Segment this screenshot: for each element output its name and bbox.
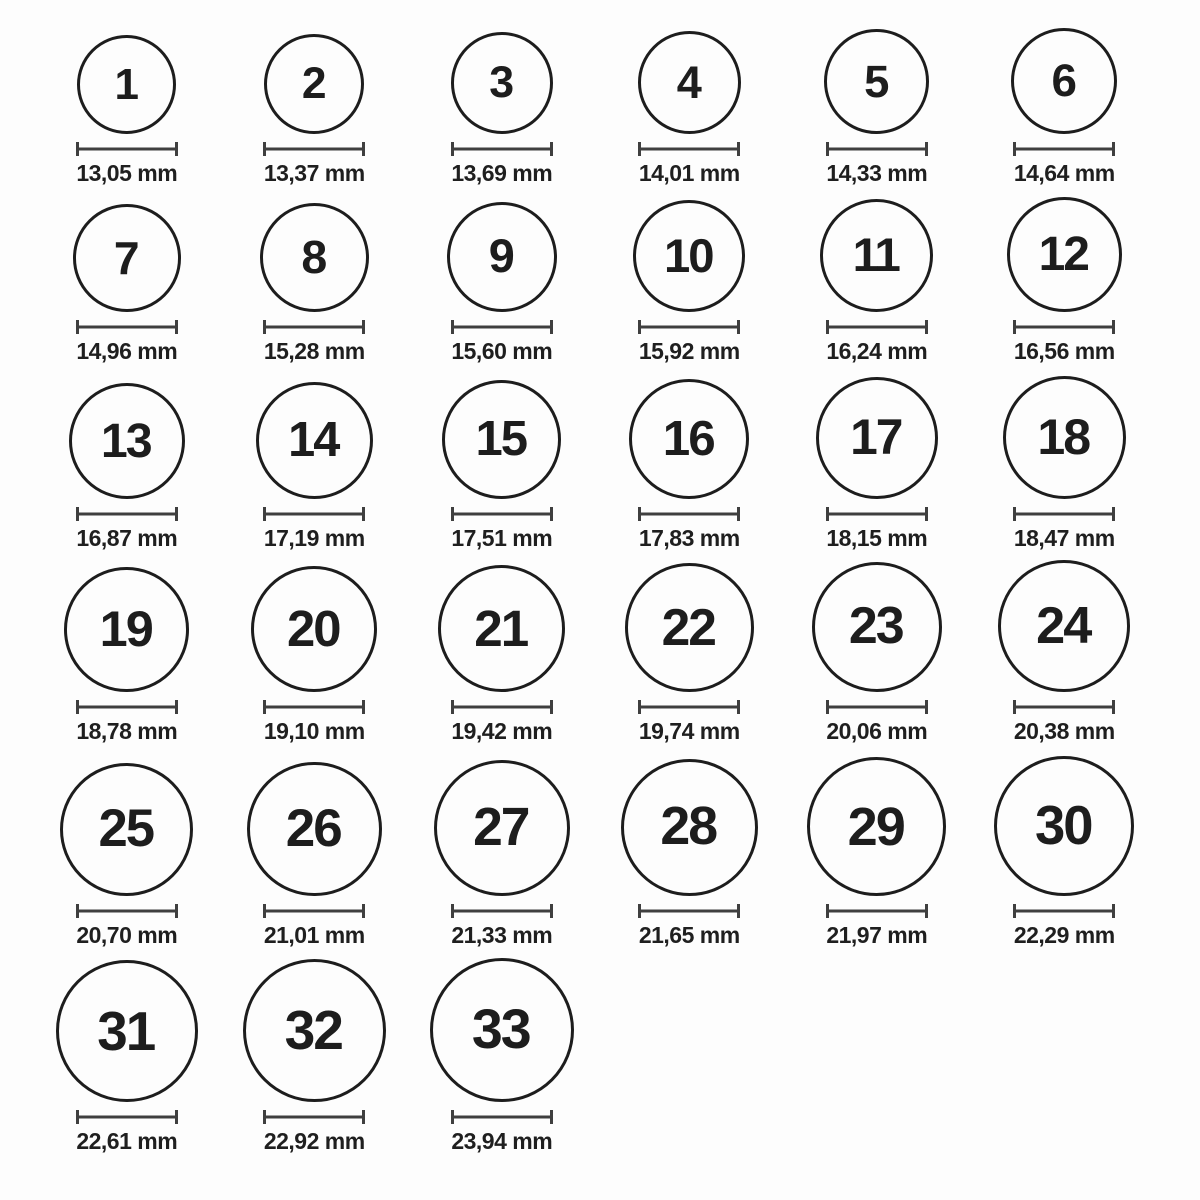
diameter-measure-line (1013, 320, 1115, 334)
diameter-label: 15,28 mm (263, 338, 365, 364)
ring-size-cell (33, 555, 221, 748)
ring-size-row (33, 190, 1200, 368)
ring-size-row (33, 952, 1200, 1158)
ring-size-row (33, 748, 1200, 952)
ring-size-cell (33, 748, 221, 952)
diameter-label: 22,61 mm (76, 1128, 178, 1154)
ring-size-cell (971, 368, 1159, 555)
diameter-label: 14,96 mm (76, 338, 178, 364)
ring-circle (251, 566, 377, 692)
ring-size-number: 26 (285, 799, 341, 859)
ring-size-number: 20 (286, 599, 340, 657)
ring-size-number: 24 (1036, 597, 1091, 656)
ring-size-row (33, 368, 1200, 555)
diameter-measure-line (451, 904, 553, 918)
ring-size-cell (221, 748, 409, 952)
diameter-measure-line (76, 507, 178, 521)
ring-size-number: 4 (676, 56, 700, 108)
ring-size-cell (971, 0, 1159, 190)
ring-size-number: 8 (301, 231, 326, 284)
ring-circle (64, 567, 189, 692)
ring-size-number: 33 (471, 998, 530, 1061)
diameter-label: 21,01 mm (263, 922, 365, 948)
ring-size-number: 10 (663, 229, 713, 283)
diameter-label: 23,94 mm (451, 1128, 553, 1154)
diameter-label: 18,78 mm (76, 718, 178, 744)
diameter-label: 16,87 mm (76, 525, 178, 551)
ring-size-cell (783, 748, 971, 952)
diameter-label: 17,19 mm (263, 525, 365, 551)
ring-size-cell (408, 952, 596, 1158)
ring-size-number: 29 (847, 796, 904, 857)
ring-size-cell (783, 368, 971, 555)
diameter-measure-line (76, 904, 178, 918)
diameter-label: 16,24 mm (826, 338, 928, 364)
diameter-measure-line (76, 1110, 178, 1124)
ring-circle (243, 959, 386, 1102)
diameter-label: 20,38 mm (1013, 718, 1115, 744)
ring-size-number: 3 (489, 57, 513, 107)
ring-size-number: 28 (660, 796, 717, 857)
ring-size-number: 18 (1037, 409, 1090, 466)
diameter-measure-line (826, 142, 928, 156)
diameter-label: 22,29 mm (1013, 922, 1115, 948)
diameter-label: 15,92 mm (638, 338, 740, 364)
diameter-label: 13,05 mm (76, 160, 178, 186)
ring-circle (625, 563, 754, 692)
ring-size-cell (596, 368, 784, 555)
diameter-measure-line (638, 700, 740, 714)
ring-circle (451, 32, 553, 134)
ring-size-row (33, 0, 1200, 190)
ring-circle (260, 203, 369, 312)
ring-size-number: 2 (301, 58, 325, 108)
diameter-label: 17,83 mm (638, 525, 740, 551)
ring-size-cell (221, 190, 409, 368)
diameter-measure-line (638, 507, 740, 521)
diameter-measure-line (451, 700, 553, 714)
ring-size-number: 32 (284, 998, 342, 1061)
ring-circle (816, 377, 938, 499)
ring-circle (73, 204, 181, 312)
diameter-label: 19,42 mm (451, 718, 553, 744)
ring-circle (994, 756, 1134, 896)
diameter-measure-line (263, 507, 365, 521)
ring-circle (1011, 28, 1117, 134)
diameter-label: 14,01 mm (638, 160, 740, 186)
ring-circle (77, 35, 176, 134)
ring-circle (60, 763, 193, 896)
ring-circle (638, 31, 741, 134)
ring-size-cell (596, 555, 784, 748)
ring-size-number: 14 (288, 412, 339, 467)
ring-size-cell (33, 952, 221, 1158)
ring-size-cell (596, 190, 784, 368)
diameter-measure-line (263, 320, 365, 334)
diameter-label: 20,06 mm (826, 718, 928, 744)
diameter-measure-line (826, 700, 928, 714)
ring-circle (621, 759, 758, 896)
ring-size-number: 6 (1051, 55, 1075, 107)
ring-circle (247, 762, 382, 897)
diameter-label: 14,64 mm (1013, 160, 1115, 186)
diameter-measure-line (638, 142, 740, 156)
diameter-measure-line (76, 142, 178, 156)
ring-size-cell (971, 190, 1159, 368)
ring-circle (447, 202, 557, 312)
ring-size-cell (783, 190, 971, 368)
diameter-measure-line (451, 1110, 553, 1124)
ring-size-number: 27 (473, 798, 529, 858)
ring-circle (430, 958, 574, 1102)
ring-circle (807, 757, 946, 896)
diameter-measure-line (638, 320, 740, 334)
ring-circle (998, 560, 1130, 692)
diameter-label: 22,92 mm (263, 1128, 365, 1154)
diameter-label: 19,74 mm (638, 718, 740, 744)
ring-size-cell (221, 0, 409, 190)
ring-size-number: 7 (113, 232, 138, 285)
ring-size-cell (221, 952, 409, 1158)
ring-circle (69, 383, 185, 499)
diameter-measure-line (451, 142, 553, 156)
ring-size-cell (33, 190, 221, 368)
diameter-label: 21,97 mm (826, 922, 928, 948)
ring-size-row (33, 555, 1200, 748)
diameter-measure-line (826, 904, 928, 918)
ring-size-cell (221, 368, 409, 555)
ring-size-number: 25 (98, 799, 154, 859)
ring-circle (812, 562, 942, 692)
ring-size-number: 12 (1038, 227, 1088, 281)
diameter-measure-line (826, 320, 928, 334)
diameter-label: 17,51 mm (451, 525, 553, 551)
ring-size-number: 19 (99, 600, 152, 658)
ring-circle (820, 199, 933, 312)
diameter-measure-line (76, 320, 178, 334)
ring-size-number: 22 (661, 597, 715, 656)
ring-size-number: 31 (97, 999, 155, 1062)
diameter-label: 18,15 mm (826, 525, 928, 551)
diameter-label: 21,65 mm (638, 922, 740, 948)
ring-size-number: 23 (848, 596, 903, 655)
diameter-label: 18,47 mm (1013, 525, 1115, 551)
ring-size-number: 21 (474, 599, 528, 657)
ring-size-cell (408, 368, 596, 555)
diameter-label: 15,60 mm (451, 338, 553, 364)
ring-size-cell (971, 748, 1159, 952)
ring-size-number: 13 (100, 413, 151, 468)
ring-circle (438, 565, 565, 692)
ring-size-cell (408, 190, 596, 368)
diameter-measure-line (76, 700, 178, 714)
ring-size-number: 17 (850, 409, 902, 466)
ring-size-number: 9 (488, 230, 513, 283)
diameter-label: 21,33 mm (451, 922, 553, 948)
ring-size-number: 11 (852, 228, 899, 282)
ring-size-number: 16 (662, 411, 714, 467)
diameter-measure-line (263, 1110, 365, 1124)
diameter-label: 20,70 mm (76, 922, 178, 948)
diameter-label: 14,33 mm (826, 160, 928, 186)
ring-circle (824, 29, 929, 134)
diameter-measure-line (1013, 700, 1115, 714)
ring-size-number: 1 (114, 59, 137, 109)
ring-size-cell (408, 555, 596, 748)
ring-size-cell (408, 0, 596, 190)
ring-circle (256, 382, 373, 499)
diameter-measure-line (1013, 142, 1115, 156)
ring-size-cell (33, 368, 221, 555)
ring-circle (442, 380, 561, 499)
ring-size-cell (783, 0, 971, 190)
ring-circle (1007, 197, 1122, 312)
ring-size-number: 15 (475, 412, 527, 467)
diameter-measure-line (263, 142, 365, 156)
diameter-measure-line (263, 904, 365, 918)
ring-size-cell (783, 555, 971, 748)
ring-size-cell (33, 0, 221, 190)
diameter-label: 19,10 mm (263, 718, 365, 744)
diameter-measure-line (826, 507, 928, 521)
diameter-measure-line (451, 320, 553, 334)
ring-circle (1003, 376, 1126, 499)
ring-circle (264, 34, 364, 134)
diameter-measure-line (451, 507, 553, 521)
diameter-measure-line (263, 700, 365, 714)
ring-size-number: 30 (1034, 794, 1092, 856)
ring-size-cell (971, 555, 1159, 748)
diameter-label: 13,69 mm (451, 160, 553, 186)
diameter-measure-line (1013, 904, 1115, 918)
ring-size-cell (596, 0, 784, 190)
ring-circle (56, 960, 198, 1102)
diameter-label: 16,56 mm (1013, 338, 1115, 364)
ring-circle (629, 379, 749, 499)
ring-size-cell (596, 748, 784, 952)
diameter-measure-line (638, 904, 740, 918)
diameter-measure-line (1013, 507, 1115, 521)
ring-size-cell (221, 555, 409, 748)
ring-circle (434, 760, 570, 896)
ring-size-cell (408, 748, 596, 952)
diameter-label: 13,37 mm (263, 160, 365, 186)
ring-size-number: 5 (864, 55, 888, 107)
ring-circle (633, 200, 745, 312)
